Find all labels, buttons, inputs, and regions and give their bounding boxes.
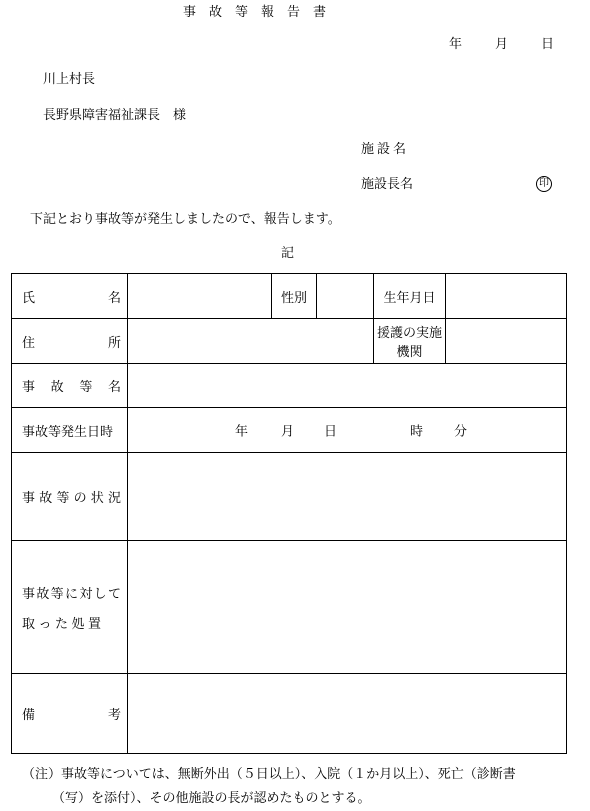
situation-field[interactable] — [128, 453, 567, 541]
intro-text: 下記とおり事故等が発生しましたので、報告します。 — [30, 212, 341, 227]
facility-name-label: 施設名 — [361, 142, 410, 157]
dt-minute-label: 分 — [454, 424, 468, 440]
response-label-line1: 事 故 等 に 対 し て — [22, 586, 121, 602]
row-incident-name — [12, 364, 567, 408]
address-field[interactable] — [128, 319, 374, 364]
situation-label-cell — [12, 453, 128, 541]
datetime-field[interactable] — [128, 408, 567, 453]
name-field[interactable] — [128, 274, 272, 319]
address-label: 住 所 — [22, 335, 121, 351]
row-situation — [12, 453, 567, 541]
name-label: 氏 名 — [22, 290, 121, 306]
document-title: 事故等報告書 — [183, 5, 340, 20]
datetime-label: 事故等発生日時 — [12, 408, 128, 453]
remarks-label: 備 考 — [22, 708, 121, 723]
situation-label: 事 故 等 の 状 況 — [22, 491, 121, 506]
dt-year-label: 年 — [235, 424, 249, 440]
incident-name-label-cell — [12, 364, 128, 408]
note-line1: （注）事故等については、無断外出（５日以上）、入院（１か月以上）、死亡（診断書 — [22, 767, 516, 782]
facility-head-label: 施設長名 — [361, 177, 414, 192]
address-label-cell — [12, 319, 128, 364]
agency-label: 援護の実施機関 — [374, 319, 446, 364]
dt-hour-label: 時 — [410, 424, 424, 440]
dt-day-label: 日 — [324, 424, 338, 440]
agency-field[interactable] — [446, 319, 567, 364]
dt-month-label: 月 — [281, 424, 295, 440]
sex-label: 性別 — [272, 274, 317, 319]
name-label-cell — [12, 274, 128, 319]
response-field[interactable] — [128, 541, 567, 674]
row-address — [12, 319, 567, 364]
seal-mark: 印 — [536, 176, 552, 192]
ki-heading: 記 — [281, 246, 295, 261]
response-label-line2: 取 っ た 処 置 — [22, 616, 101, 632]
incident-name-label: 事 故 等 名 — [22, 380, 121, 395]
response-label-cell — [12, 541, 128, 674]
birth-field[interactable] — [446, 274, 567, 319]
row-remarks — [12, 674, 567, 754]
incident-name-field[interactable] — [128, 364, 567, 408]
report-form-table — [11, 273, 567, 754]
date-month-label: 月 — [495, 37, 509, 52]
row-datetime — [12, 408, 567, 453]
row-response — [12, 541, 567, 674]
birth-label: 生年月日 — [374, 274, 446, 319]
remarks-label-cell — [12, 674, 128, 754]
addressee-mayor: 川上村長 — [43, 72, 96, 87]
date-day-label: 日 — [541, 37, 555, 52]
addressee-prefecture: 長野県障害福祉課長 様 — [43, 108, 187, 123]
remarks-field[interactable] — [128, 674, 567, 754]
note-line2: （写）を添付）、その他施設の長が認めたものとする。 — [52, 791, 371, 806]
sex-field[interactable] — [317, 274, 374, 319]
row-name — [12, 274, 567, 319]
date-year-label: 年 — [449, 37, 463, 52]
